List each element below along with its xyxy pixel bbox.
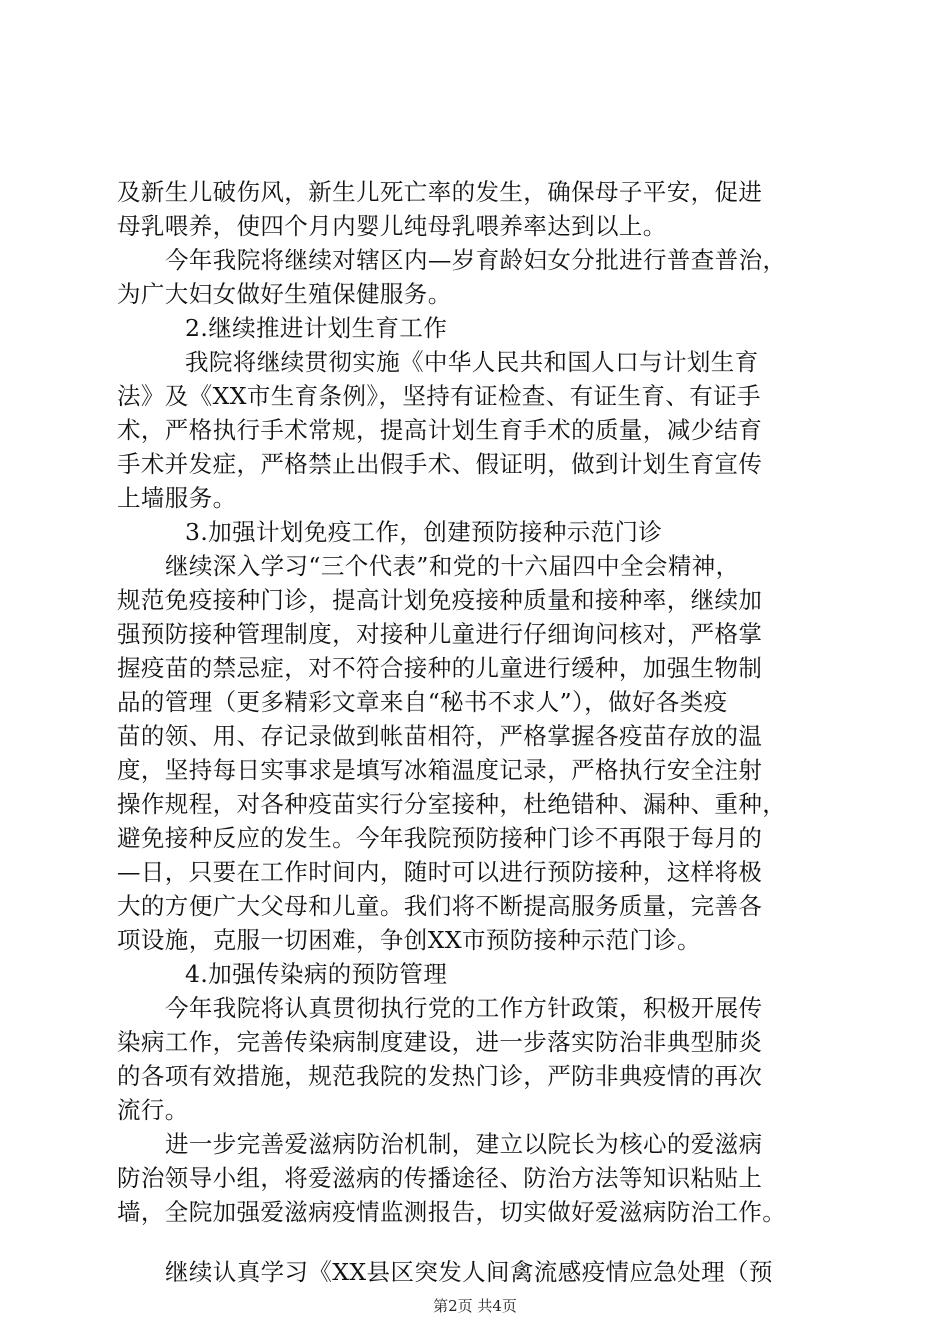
text-line: 今年我院将认真贯彻执行党的工作方针政策，积极开展传 [165,994,763,1022]
text-line: 母乳喂养，使四个月内婴儿纯母乳喂养率达到以上。 [117,212,667,240]
text-line: —日，只要在工作时间内，随时可以进行预防接种，这样将极 [117,858,763,886]
text-line: 法》及《XX市生育条例》，坚持有证检查、有证生育、有证手 [117,382,761,410]
text-line: 的各项有效措施，规范我院的发热门诊，严防非典疫情的再次 [117,1062,763,1090]
text-line: 进一步完善爱滋病防治机制，建立以院长为核心的爱滋病 [165,1130,763,1158]
text-line: 强预防接种管理制度，对接种儿童进行仔细询问核对，严格掌 [117,620,763,648]
text-line: 继续认真学习《XX县区突发人间禽流感疫情应急处理（预 [165,1258,773,1286]
page-footer: 第2页 共4页 [433,1297,517,1315]
text-line: 上墙服务。 [117,484,237,512]
text-line: 及新生儿破伤风，新生儿死亡率的发生，确保母子平安，促进 [117,178,763,206]
text-line: 操作规程，对各种疫苗实行分室接种，杜绝错种、漏种、重种， [117,790,787,818]
text-line: 避免接种反应的发生。今年我院预防接种门诊不再限于每月的 [117,824,763,852]
text-line: 继续深入学习“三个代表”和党的十六届四中全会精神， [165,552,740,580]
text-line: 品的管理（更多精彩文章来自“秘书不求人”），做好各类疫 [117,688,728,716]
section-heading: 2.继续推进计划生育工作 [185,314,448,342]
text-line: 流行。 [117,1096,189,1124]
section-heading: 4.加强传染病的预防管理 [185,960,448,988]
text-line: 握疫苗的禁忌症，对不符合接种的儿童进行缓种，加强生物制 [117,654,763,682]
text-line: 今年我院将继续对辖区内—岁育龄妇女分批进行普查普治， [165,246,787,274]
text-line: 项设施，克服一切困难，争创XX市预防接种示范门诊。 [117,926,701,954]
text-line: 规范免疫接种门诊，提高计划免疫接种质量和接种率，继续加 [117,586,763,614]
text-line: 大的方便广大父母和儿童。我们将不断提高服务质量，完善各 [117,892,763,920]
text-line: 手术并发症，严格禁止出假手术、假证明，做到计划生育宣传 [117,450,763,478]
text-line: 为广大妇女做好生殖保健服务。 [117,280,452,308]
text-line: 防治领导小组，将爱滋病的传播途径、防治方法等知识粘贴上 [117,1164,763,1192]
text-line: 度，坚持每日实事求是填写冰箱温度记录，严格执行安全注射 [117,756,763,784]
text-line: 我院将继续贯彻实施《中华人民共和国人口与计划生育 [185,348,759,376]
text-line: 术，严格执行手术常规，提高计划生育手术的质量，减少结育 [117,416,763,444]
text-line: 染病工作，完善传染病制度建设，进一步落实防治非典型肺炎 [117,1028,763,1056]
text-line: 墙，全院加强爱滋病疫情监测报告，切实做好爱滋病防治工作。 [117,1198,787,1226]
section-heading: 3.加强计划免疫工作，创建预防接种示范门诊 [185,518,663,546]
text-line: 苗的领、用、存记录做到帐苗相符，严格掌握各疫苗存放的温 [117,722,763,750]
